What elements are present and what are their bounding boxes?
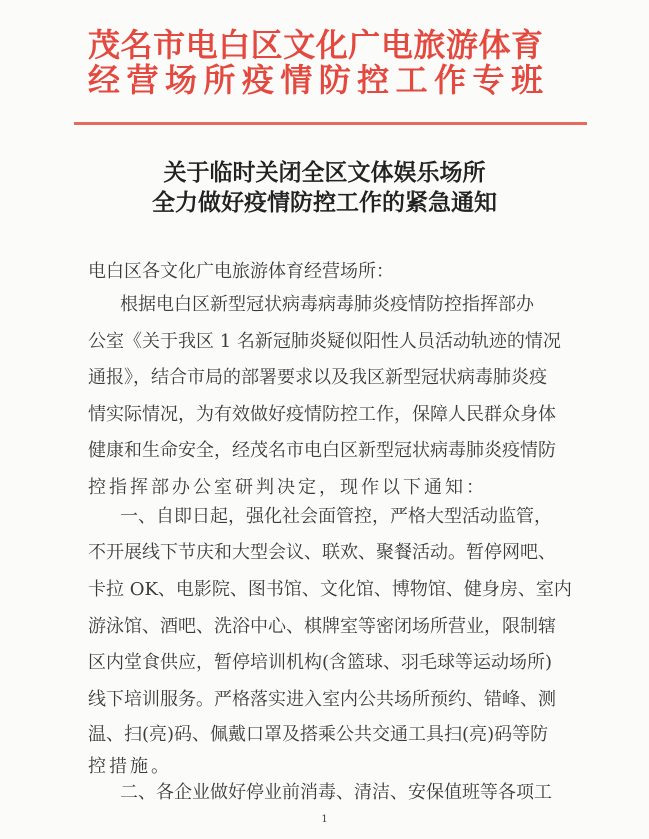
paragraph-line: 区内堂食供应，暂停培训机构(含篮球、羽毛球等运动场所)	[88, 652, 553, 673]
document-title-line-1: 关于临时关闭全区文体娱乐场所	[163, 159, 486, 186]
issuer-header-line-1: 茂名市电白区文化广电旅游体育	[88, 26, 543, 64]
red-divider-rule	[74, 122, 587, 125]
paragraph-line: 情实际情况，为有效做好疫情防控工作，保障人民群众身体	[88, 404, 556, 425]
paragraph-line: 游泳馆、酒吧、洗浴中心、棋牌室等密闭场所营业，限制辖	[88, 616, 556, 637]
paragraph-line: 控指挥部办公室研判决定，现作以下通知：	[88, 477, 487, 498]
paragraph-line: 不开展线下节庆和大型会议、联欢、聚餐活动。暂停网吧、	[88, 542, 556, 563]
paragraph-line: 公室《关于我区 1 名新冠肺炎疑似阳性人员活动轨迹的情况	[88, 331, 561, 352]
issuer-header-line-2: 经营场所疫情防控工作专班	[88, 61, 543, 99]
page-number: 1	[321, 814, 328, 825]
paragraph-line: 一、自即日起，强化社会面管控，严格大型活动监管，	[120, 506, 552, 527]
paragraph-line: 通报》，结合市局的部署要求以及我区新型冠状病毒肺炎疫	[88, 367, 547, 388]
paragraph-line: 健康和生命安全，经茂名市电白区新型冠状病毒肺炎疫情防	[88, 440, 556, 461]
paragraph-line: 线下培训服务。严格落实进入室内公共场所预约、错峰、测	[88, 689, 556, 710]
paragraph-line: 二、各企业做好停业前消毒、清洁、安保值班等各项工	[120, 782, 552, 803]
document-title-line-2: 全力做好疫情防控工作的紧急通知	[152, 189, 497, 216]
paragraph-line: 根据电白区新型冠状病毒病毒肺炎疫情防控指挥部办	[120, 294, 534, 315]
paragraph-line: 卡拉 OK、电影院、图书馆、文化馆、博物馆、健身房、室内	[88, 579, 572, 600]
salutation: 电白区各文化广电旅游体育经营场所：	[88, 261, 394, 282]
paragraph-line: 温、扫(亮)码、佩戴口罩及搭乘公共交通工具扫(亮)码等防	[88, 724, 549, 745]
paragraph-line: 控措施。	[88, 756, 172, 777]
